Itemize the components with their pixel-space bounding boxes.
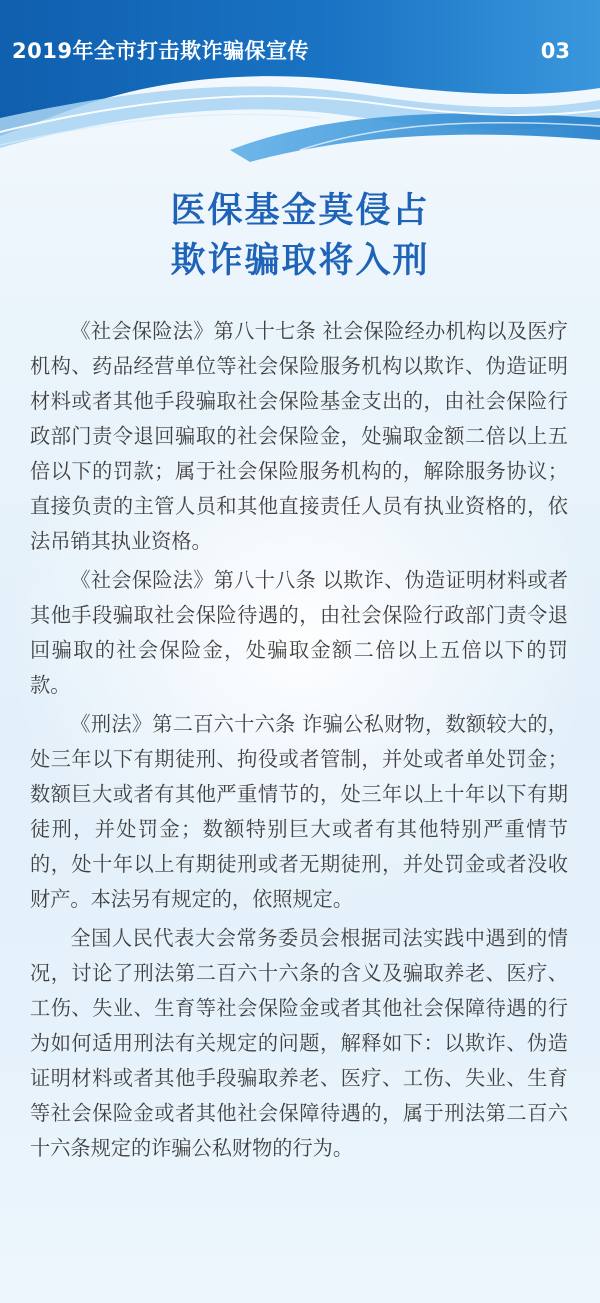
- header-banner: [0, 0, 600, 175]
- main-title: [0, 186, 600, 286]
- header-wave-graphic: [0, 0, 600, 175]
- paragraph-npc-interpretation: 全国人民代表大会常务委员会根据司法实践中遇到的情况，讨论了刑法第二百六十六条的含义及骗取养老、医疗、工伤、失业、生育等社会保险金或者其他社会保障待遇的行为如何适用刑法有关规定的问题，解释如下：以欺诈、伪造证明材料或者其他手段骗取养老、医疗、工伤、失业、生育等社会保险金或者其他社会保障待遇的，属于刑法第二百六十六条规定的诈骗公私财物的行为。: [30, 926, 568, 1160]
- header-title: 2019年全市打击欺诈骗保宣传: [12, 39, 309, 63]
- paragraph-social-insurance-law-art-88: 《社会保险法》第八十八条 以欺诈、伪造证明材料或者其他手段骗取社会保险待遇的，由社会保险行政部门责令退回骗取的社会保险金，处骗取金额二倍以上五倍以下的罚款。: [30, 568, 568, 697]
- article-body: [30, 314, 568, 1170]
- page-number: 03: [540, 39, 570, 63]
- main-title-line-1: 医保基金莫侵占: [170, 191, 430, 231]
- paragraph-social-insurance-law-art-87: 《社会保险法》第八十七条 社会保险经办机构以及医疗机构、药品经营单位等社会保险服务机构以欺诈、伪造证明材料或者其他手段骗取社会保险基金支出的，由社会保险行政部门责令退回骗取的社会保险金，处骗取金额二倍以上五倍以下的罚款；属于社会保险服务机构的，解除服务协议；直接负责的主管人员和其他直接责任人员有执业资格的，依法吊销其执业资格。: [30, 319, 568, 553]
- main-title-line-2: 欺诈骗取将入刑: [170, 241, 430, 281]
- paragraph-criminal-law-art-266: 《刑法》第二百六十六条 诈骗公私财物，数额较大的，处三年以下有期徒刑、拘役或者管制，并处或者单处罚金；数额巨大或者有其他严重情节的，处三年以上十年以下有期徒刑，并处罚金；数额特别巨大或者有其他特别严重情节的，处十年以上有期徒刑或者无期徒刑，并处罚金或者没收财产。本法另有规定的，依照规定。: [30, 712, 568, 911]
